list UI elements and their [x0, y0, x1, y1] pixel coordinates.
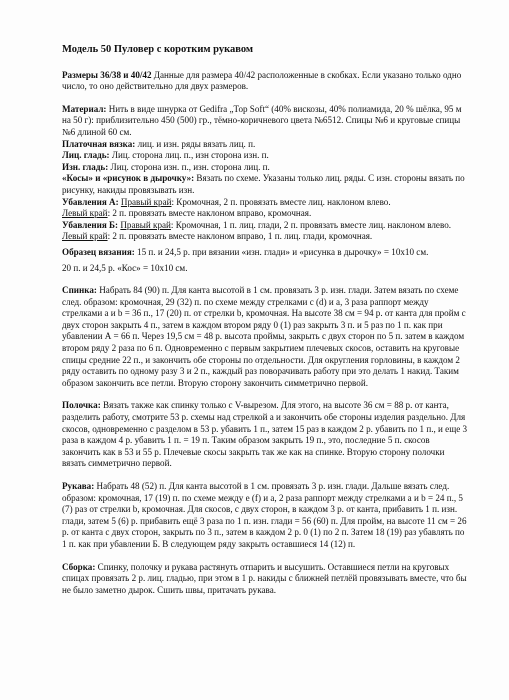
assembly-paragraph [62, 562, 469, 597]
dec-a-right-text: : Кромочная, 2 п. провязать вместе лиц. наклоном влево. [171, 196, 391, 207]
reverse-label: Изн. гладь: [62, 161, 109, 172]
assembly-label: Сборка: [62, 561, 96, 572]
material-label: Материал: [62, 103, 107, 114]
material-paragraph [62, 104, 469, 139]
reverse-text: Лиц. сторона изн. п., изн. сторона лиц. п. [108, 161, 270, 172]
gauge-label: Образец вязания: [62, 246, 135, 257]
dec-a-right-label: Правый край [120, 196, 172, 207]
reverse-paragraph [62, 162, 469, 174]
dec-b-paragraph [62, 220, 469, 243]
back-text: Набрать 84 (90) п. Для канта высотой в 1 см. провязать 3 р. изн. глади. Затем вязать по схеме след. образом: кромочная, 29 (32) п. по схеме между стрелками с (d) и а, 3 раза раппорт между стрелками а и b = 36 п., 17 (20) п. от стрелки b, кромочная. На высоте 38 см = 94 р. от канта для пройм с двух сторон закрыть 4 п., затем в каждом втором ряду 0 (1) раз закрыть 3 п. и 5 раз по 1 п. как при убавлении А = 66 п. Через 19,5 см = 48 р. высота проймы, закрыть с двух сторон по 5 п. затем в каждом втором ряду 2 раза по 6 п. Одновременно с первым закрытием плечевых скосов, оставить на круговые спицы средние 22 п., и закончить обе стороны по отдельности. Для округления горловины, в каждом 2 ряду оставить по одному разу 3 и 2 п., каждый раз поворачивать работу при это делать 1 накид. Таким образом закончить все петли. Вторую сторону закончить симметрично первой. [62, 285, 466, 388]
back-label: Спинка: [62, 285, 97, 296]
assembly-text: Спинку, полочку и рукава растянуть отпарить и высушить. Оставшиеся петли на круговых спицах провязать 2 р. лиц. гладью, при этом в 1 р. накиды с ближней петлёй провязывать вместе, что бы не было заметно дырок. Сшить швы, притачать рукава. [62, 561, 467, 595]
material-text: Нить в виде шнурка от Gedifra „Top Soft“ (40% вискозы, 40% полиамида, 20 % шёлка, 95 м на 50 г): приблизительно 450 (500) гр., тёмно-коричневого цвета №6512. Спицы №6 и круговые спицы №6 длиной 60 см. [62, 103, 462, 137]
front-paragraph [62, 400, 469, 470]
sizes-text: Данные для размера 40/42 расположенные в скобках. Если указано только одно число, то оно действительно для двух размеров. [62, 69, 462, 92]
sizes-paragraph [62, 70, 469, 93]
dec-b-label: Убавления Б: [62, 219, 119, 230]
dec-a-label: Убавления А: [62, 196, 119, 207]
dec-b-left-label: Левый край [62, 231, 108, 242]
dec-b-right-text: : Кромочная, 1 п. лиц. глади, 2 п. провязать вместе лиц. наклоном влево. [170, 219, 452, 230]
cables-label: «Косы» и «рисунок в дырочку»: [62, 173, 195, 184]
cables-paragraph [62, 173, 469, 196]
front-text: Вязать также как спинку только с V-вырезом. Для этого, на высоте 36 см = 88 р. от канта, разделить работу, смотрите 53 р. схемы над стрелкой а и закончить обе стороны изделия раздельно. Для скосов, одновременно с разделом в 53 р. убавить 1 п., затем 15 раз в каждом 2 р. убавить по 1 п., и еще 3 раза в каждом 4 р. убавить 1 п. = 19 п. Таким образом закрыть 19 п., это, последние 5 п. скосов закончить как в 53 и 55 р. Плечевые скосы закрыть так же как на спинке. Вторую сторону полочки вязать симметрично первой. [62, 400, 468, 469]
garter-paragraph [62, 139, 469, 151]
gauge-paragraph [62, 247, 469, 259]
document-title: Модель 50 Пуловер с коротким рукавом [62, 44, 254, 55]
dec-a-left-label: Левый край [62, 208, 108, 219]
dec-a-left-text: : 2 п. провязать вместе наклоном вправо, кромочная. [107, 208, 312, 219]
stockinette-label: Лиц. гладь: [62, 150, 110, 161]
cables-text: Вязать по схеме. Указаны только лиц. ряды. С изн. стороны вязать по рисунку, накиды провязывать изн. [62, 173, 465, 195]
gauge-paragraph-2 [62, 263, 469, 275]
sleeve-paragraph [62, 481, 469, 551]
garter-text: лиц. и изн. ряды вязать лиц. п. [135, 138, 256, 149]
sleeve-text: Набрать 48 (52) п. Для канта высотой в 1 см. провязать 3 р. изн. глади. Дальше вязать след. образом: кромочная, 17 (19) п. по схеме между е (f) и а, 2 раза раппорт между стрелками а и b = 24 п., 5 (7) раз от стрелки b, кромочная. Для скосов, с двух сторон, в каждом 3 р. от канта, прибавить 1 п. изн. глади, затем 5 (6) р. прибавить ещё 3 раза по 1 п. изн. глади = 56 (60) п. Для пройм, на высоте 11 см = 26 р. от канта с двух сторон, закрыть по 3 п., затем в каждом 2 р. 0 (1) по 2 п. Затем 18 (19) раз убавлять по 1 п. как при убавлении Б. В следующем ряду закрыть оставшиеся 14 (12) п. [62, 481, 467, 549]
sleeve-label: Рукава: [62, 481, 95, 491]
stockinette-text: Лиц. сторона лиц. п., изн сторона изн. п. [109, 150, 269, 161]
sizes-label: Размеры 36/38 и 40/42 [62, 69, 152, 80]
dec-b-left-text: : 2 п. провязать вместе наклоном вправо, 1 п. лиц. глади, кромочная. [107, 231, 373, 242]
dec-b-right-label: Правый край [120, 219, 171, 230]
garter-label: Платочная вязка: [62, 138, 136, 149]
back-paragraph [62, 285, 469, 389]
front-label: Полочка: [62, 400, 101, 411]
gauge-text-2: 20 п. и 24,5 р. «Кос» = 10х10 см. [62, 262, 188, 273]
dec-a-paragraph [62, 197, 469, 220]
stockinette-paragraph [62, 150, 469, 162]
gauge-text-1: 15 п. и 24,5 р. при вязании «изн. глади» и «рисунка в дырочку» = 10х10 см. [134, 246, 429, 257]
